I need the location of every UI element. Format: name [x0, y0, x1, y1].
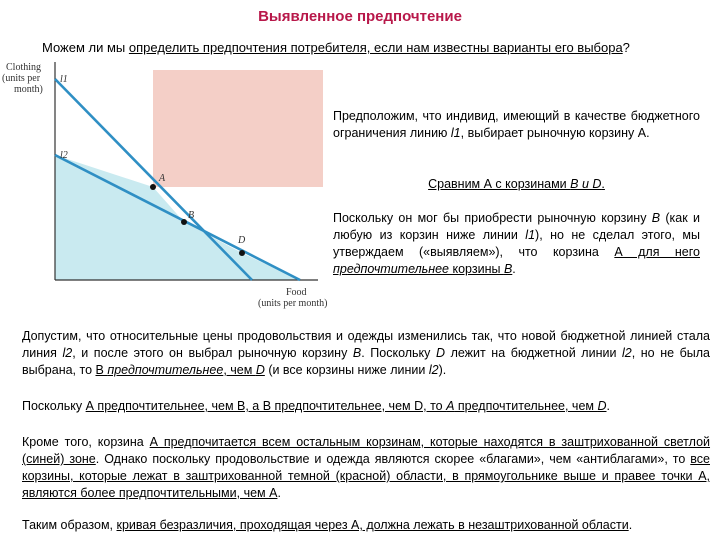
- paragraph-shaded-areas: [22, 434, 710, 502]
- p2-u-a: А предпочтительнее, чем В, а В предпочтительнее, чем D, то: [85, 399, 447, 413]
- point-a: [150, 184, 156, 190]
- point-d: [239, 250, 245, 256]
- page-title: Выявленное предпочтение: [258, 8, 462, 25]
- right-p2-text-a: Сравним А с корзинами: [428, 177, 571, 191]
- y-axis-label: [2, 62, 44, 95]
- p4-end: .: [628, 518, 633, 532]
- p2-end: .: [606, 399, 610, 413]
- p1-var-5: l2: [428, 363, 439, 377]
- p1-underlined: [96, 363, 265, 377]
- paragraph-transitivity: [22, 398, 710, 415]
- p1-text-b: , и после этого он выбрал рыночную корзину: [72, 346, 353, 360]
- right-p2-underlined: [428, 177, 605, 191]
- question-pre: Можем ли мы: [42, 40, 129, 55]
- p3-text-a: Кроме того, корзина: [22, 435, 150, 449]
- p3-end: .: [277, 486, 281, 500]
- x-axis-label: [258, 287, 327, 309]
- y-axis-label-line-2: (units per: [2, 73, 41, 84]
- right-p3-u-var: В: [503, 262, 513, 276]
- line-l2-label: l2: [60, 150, 68, 161]
- p1-text-c: . Поскольку: [361, 346, 436, 360]
- p1-u-a: В: [95, 363, 108, 377]
- p2-underlined: [86, 399, 607, 413]
- y-axis-label-line-1: Clothing: [6, 62, 42, 73]
- p1-var-1: l2: [62, 346, 73, 360]
- shaded-red-area: [153, 70, 323, 187]
- point-b: [181, 219, 187, 225]
- right-p3-var-2: l1: [525, 228, 536, 242]
- right-p3-var-1: В: [651, 211, 661, 225]
- right-p3-u-italic: предпочтительнее: [333, 262, 450, 276]
- p4-text-a: Таким образом,: [22, 518, 117, 532]
- line-l1-label: l1: [60, 74, 68, 85]
- question-underlined: определить предпочтения потребителя, если нам известны варианты его выбора: [128, 40, 623, 55]
- right-p1-text-b: , выбирает рыночную корзину А.: [460, 126, 650, 140]
- p1-text-f: (и все корзины ниже линии: [264, 363, 429, 377]
- p2-text-a: Поскольку: [22, 399, 86, 413]
- p1-var-2: В: [352, 346, 362, 360]
- p2-u-b: предпочтительнее, чем: [454, 399, 598, 413]
- p3-underlined-1: А предпочитается всем остальным корзинам, которые находятся в заштрихованной светлой (синей) зоне: [22, 435, 711, 466]
- p4-underlined: кривая безразличия, проходящая через А, должна лежать в незаштрихованной области: [116, 518, 629, 532]
- right-paragraph-2: [333, 176, 700, 193]
- p1-text-a: Допустим, что относительные цены продовольствия и одежды изменились так, что новой бюджетной линией стала линия: [22, 329, 710, 360]
- p1-text-g: ).: [438, 363, 447, 377]
- p1-var-3: D: [435, 346, 446, 360]
- question-text: [42, 40, 630, 55]
- p2-u-var: А: [446, 399, 455, 413]
- point-d-label: D: [238, 235, 246, 246]
- x-axis-label-line-2: (units per month): [258, 298, 328, 309]
- p1-text-d: лежит на бюджетной линии: [445, 346, 623, 360]
- right-p1-text-a: Предположим, что индивид, имеющий в качестве бюджетного ограничения линию: [333, 109, 700, 140]
- p1-u-var: D: [255, 363, 265, 377]
- paragraph-conclusion: [22, 517, 710, 534]
- p1-var-4: l2: [622, 346, 632, 360]
- right-p3-text-a: Поскольку он мог бы приобрести рыночную корзину: [333, 211, 652, 225]
- right-p2-var: В и D: [570, 177, 602, 191]
- p1-text-e: , но не была выбрана, то: [22, 346, 711, 377]
- right-p2-text-b: .: [601, 177, 605, 191]
- right-p3-u-b: корзины: [449, 262, 504, 276]
- right-p3-text-c: ), но не сделал этого, мы утверждаем («выявляем»), что корзина: [333, 228, 700, 259]
- x-axis-label-line-1: Food: [286, 287, 307, 298]
- revealed-preference-diagram: [0, 62, 330, 324]
- y-axis-label-line-3: month): [14, 84, 43, 95]
- right-p3-text-b: (как и любую из корзин ниже линии: [333, 211, 700, 242]
- right-p3-u-a: А для него: [614, 245, 700, 259]
- right-p1-var: l1: [450, 126, 461, 140]
- right-paragraph-3: [333, 210, 700, 278]
- right-p3-end: .: [512, 262, 516, 276]
- point-a-label: A: [159, 173, 166, 184]
- question-post: ?: [622, 40, 630, 55]
- point-b-label: B: [188, 210, 195, 221]
- p1-u-italic: предпочтительнее: [107, 363, 224, 377]
- p2-u-var-2: D: [597, 399, 607, 413]
- paragraph-budget-change: [22, 328, 710, 379]
- right-paragraph-1: [333, 108, 700, 142]
- p1-u-b: , чем: [223, 363, 256, 377]
- p3-text-b: . Однако поскольку продовольствие и одежда являются скорее «благами», чем «антиблагами», то: [95, 452, 691, 466]
- p3-underlined-2: все корзины, которые лежат в заштрихованной темной (красной) области, в прямоугольнике выше и правее точки А, являются более предпочтительными, чем А: [22, 452, 710, 500]
